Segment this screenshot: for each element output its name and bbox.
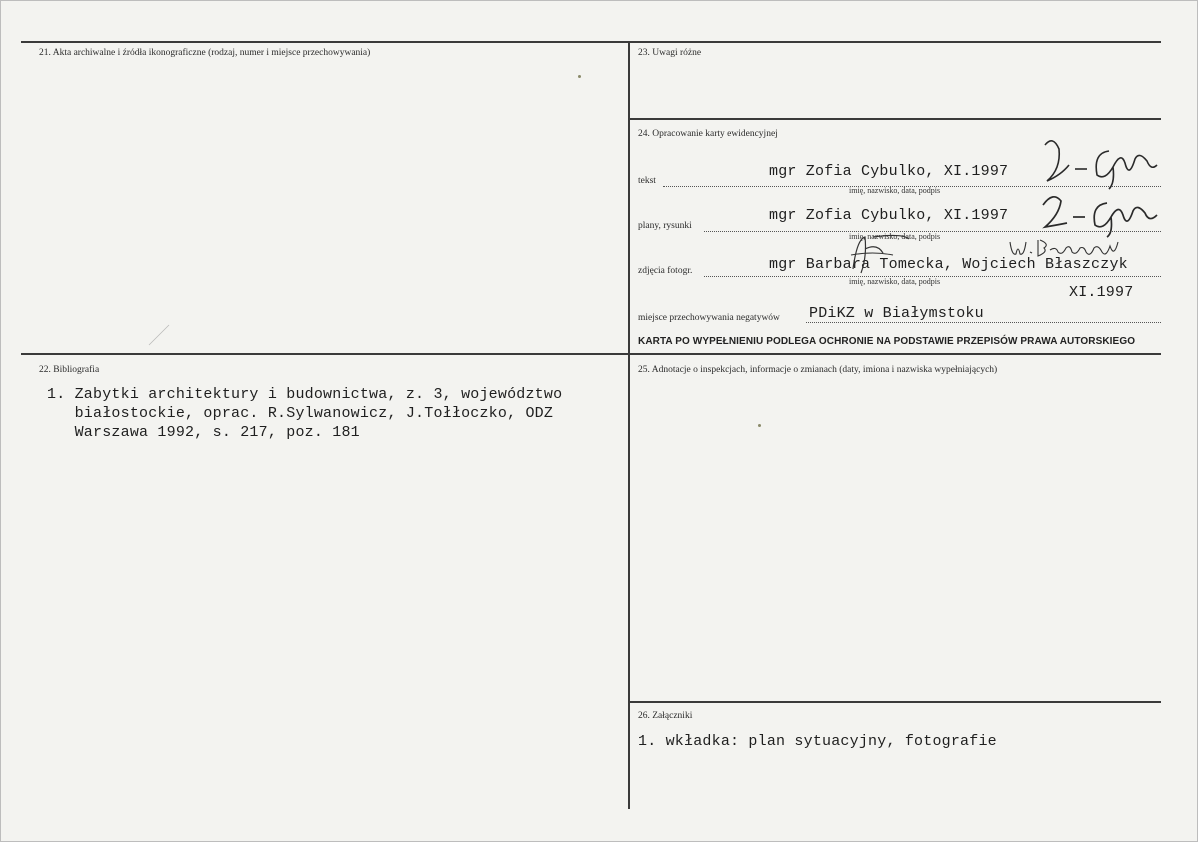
row-photos-caption: imię, nazwisko, data, podpis: [849, 277, 941, 286]
s26-top-line: [628, 701, 1161, 703]
attachment-item: 1. wkładka: plan sytuacyjny, fotografie: [638, 733, 997, 750]
center-divider-line: [628, 41, 630, 809]
pencil-mark: [147, 323, 171, 351]
section-21-title: 21. Akta archiwalne i źródła ikonograficzne (rodzaj, numer i miejsce przechowywania): [39, 48, 371, 58]
row-photos-value: mgr Barbara Tomecka, Wojciech Błaszczyk: [769, 256, 1128, 273]
section-24-title: 24. Opracowanie karty ewidencyjnej: [638, 129, 778, 139]
bibliography-line-1: 1. Zabytki architektury i budownictwa, z. 3, województwo: [47, 386, 563, 403]
s23-bottom-line: [628, 118, 1161, 120]
negatives-dotline: [806, 322, 1161, 323]
signature-photographer-2: [1006, 236, 1126, 266]
row-photos-date: XI.1997: [1069, 284, 1134, 301]
section-22-title: 22. Bibliografia: [39, 365, 100, 375]
negatives-label: miejsce przechowywania negatywów: [638, 313, 780, 323]
paper-speck: [758, 424, 761, 427]
top-border-line: [21, 41, 1161, 43]
section-23-title: 23. Uwagi różne: [638, 48, 702, 58]
copyright-notice: KARTA PO WYPEŁNIENIU PODLEGA OCHRONIE NA PODSTAWIE PRZEPISÓW PRAWA AUTORSKIEGO: [638, 336, 1136, 347]
row-text-label: tekst: [638, 176, 656, 186]
signature-text-author: [1039, 131, 1164, 195]
row-text-value: mgr Zofia Cybulko, XI.1997: [769, 163, 1009, 180]
row-plans-label: plany, rysunki: [638, 221, 692, 231]
section-26-title: 26. Załączniki: [638, 711, 693, 721]
negatives-value: PDiKZ w Białymstoku: [809, 305, 984, 322]
section-25-title: 25. Adnotacje o inspekcjach, informacje o zmianach (daty, imiona i nazwiska wypełniających): [638, 365, 998, 375]
signature-plans-author: [1039, 189, 1164, 243]
middle-border-line: [21, 353, 1161, 355]
bibliography-line-2: białostockie, oprac. R.Sylwanowicz, J.Tołłoczko, ODZ: [47, 405, 554, 422]
paper-speck: [578, 75, 581, 78]
row-photos-label: zdjęcia fotogr.: [638, 266, 693, 276]
row-text-caption: imię, nazwisko, data, podpis: [849, 186, 941, 195]
signature-photographer-1: [843, 229, 913, 283]
row-plans-caption: imię, nazwisko, data, podpis: [849, 232, 941, 241]
bibliography-line-3: Warszawa 1992, s. 217, poz. 181: [47, 424, 360, 441]
row-plans-value: mgr Zofia Cybulko, XI.1997: [769, 207, 1009, 224]
